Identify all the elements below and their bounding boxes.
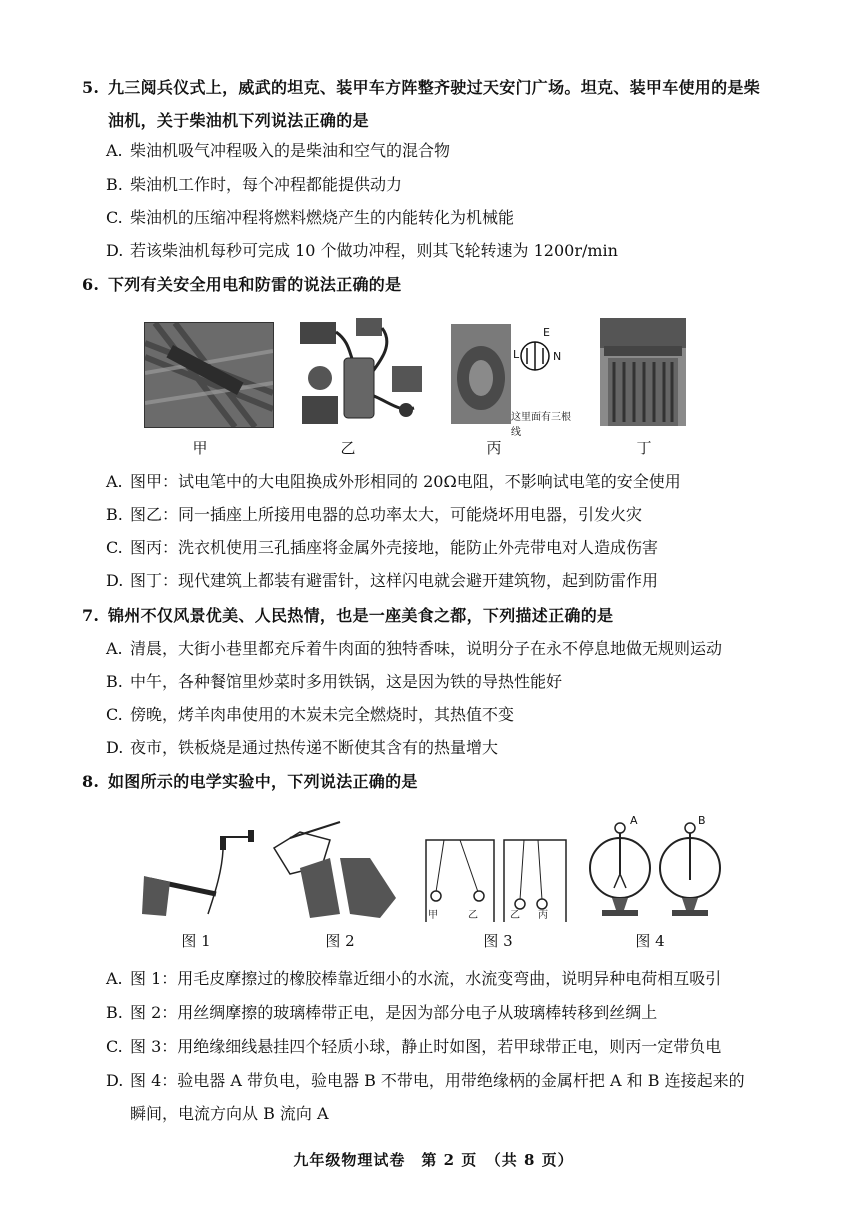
figure-1-rod-water bbox=[140, 820, 260, 920]
q6-option-a: A. 图甲：试电笔中的大电阻换成外形相同的 20Ω电阻，不影响试电笔的安全使用 bbox=[106, 472, 681, 491]
ball-label-jia: 甲 bbox=[428, 910, 438, 921]
q8-option-b: B. 图 2：用丝绸摩擦的玻璃棒带正电，是因为部分电子从玻璃棒转移到丝绸上 bbox=[106, 1003, 658, 1022]
rod-water-image bbox=[140, 820, 260, 920]
ball-label-yi-2: 乙 bbox=[510, 910, 520, 921]
figure-label-2: 图 2 bbox=[325, 932, 355, 950]
fig-bing-caption: 这里面有三根线 bbox=[511, 412, 571, 438]
fig-bing-letter-e: E bbox=[543, 326, 550, 339]
electroscope-label-a: A bbox=[630, 814, 638, 827]
figure-2-glass-rod-silk bbox=[270, 818, 400, 922]
test-pen-image bbox=[145, 323, 273, 427]
question-5-stem: 5. 九三阅兵仪式上，威武的坦克、装甲车方阵整齐驶过天安门广场。坦克、装甲车使用的是柴 bbox=[82, 78, 761, 97]
building-image bbox=[600, 318, 686, 426]
figure-ding-building bbox=[600, 318, 686, 426]
figure-label-bing: 丙 bbox=[486, 439, 502, 457]
q5-option-b: B. 柴油机工作时，每个冲程都能提供动力 bbox=[106, 175, 403, 194]
figure-label-yi: 乙 bbox=[340, 439, 356, 457]
figure-3-suspended-balls bbox=[420, 836, 570, 926]
q5-option-c: C. 柴油机的压缩冲程将燃料燃烧产生的内能转化为机械能 bbox=[106, 208, 515, 227]
electroscopes-image bbox=[584, 818, 734, 924]
q8-option-d-cont: 瞬间，电流方向从 B 流向 A bbox=[130, 1104, 329, 1123]
figure-label-ding: 丁 bbox=[636, 439, 652, 457]
ball-label-yi-1: 乙 bbox=[468, 910, 478, 921]
figure-label-3: 图 3 bbox=[483, 932, 513, 950]
question-6-stem: 6. 下列有关安全用电和防雷的说法正确的是 bbox=[82, 275, 402, 294]
q6-option-c: C. 图丙：洗衣机使用三孔插座将金属外壳接地，能防止外壳带电对人造成伤害 bbox=[106, 538, 659, 557]
q7-option-b: B. 中午，各种餐馆里炒菜时多用铁锅，这是因为铁的导热性能好 bbox=[106, 672, 563, 691]
figure-4-electroscopes bbox=[584, 814, 734, 924]
fig-bing-letter-n: N bbox=[553, 350, 562, 363]
q5-option-a: A. 柴油机吸气冲程吸入的是柴油和空气的混合物 bbox=[106, 141, 451, 160]
figure-label-jia: 甲 bbox=[192, 439, 208, 457]
q7-option-a: A. 清晨，大街小巷里都充斥着牛肉面的独特香味，说明分子在永不停息地做无规则运动 bbox=[106, 639, 723, 658]
q8-option-a: A. 图 1：用毛皮摩擦过的橡胶棒靠近细小的水流，水流变弯曲，说明异种电荷相互吸引 bbox=[106, 969, 722, 988]
fig-bing-letter-l: L bbox=[513, 348, 520, 361]
electroscope-label-b: B bbox=[698, 814, 706, 827]
question-7-stem: 7. 锦州不仅风景优美、人民热情，也是一座美食之都，下列描述正确的是 bbox=[82, 606, 614, 625]
q6-option-b: B. 图乙：同一插座上所接用电器的总功率太大，可能烧坏用电器，引发火灾 bbox=[106, 505, 643, 524]
q6-option-d: D. 图丁：现代建筑上都装有避雷针，这样闪电就会避开建筑物，起到防雷作用 bbox=[106, 571, 659, 590]
question-5-stem-cont: 油机，关于柴油机下列说法正确的是 bbox=[108, 111, 369, 130]
figure-jia-test-pen bbox=[144, 322, 274, 428]
overloaded-socket-image bbox=[296, 316, 431, 428]
figure-label-4: 图 4 bbox=[635, 932, 665, 950]
figure-bing-three-pin-socket bbox=[449, 318, 579, 438]
figure-yi-overloaded-socket bbox=[296, 316, 431, 428]
figure-label-1: 图 1 bbox=[181, 932, 211, 950]
question-8-stem: 8. 如图所示的电学实验中，下列说法正确的是 bbox=[82, 772, 418, 791]
q7-option-d: D. 夜市，铁板烧是通过热传递不断使其含有的热量增大 bbox=[106, 738, 499, 757]
q8-option-d: D. 图 4：验电器 A 带负电，验电器 B 不带电，用带绝缘柄的金属杆把 A 和 B 连接起来的 bbox=[106, 1071, 745, 1090]
q7-option-c: C. 傍晚，烤羊肉串使用的木炭未完全燃烧时，其热值不变 bbox=[106, 705, 515, 724]
q5-option-d: D. 若该柴油机每秒可完成 10 个做功冲程，则其飞轮转速为 1200r/min bbox=[106, 241, 618, 260]
page-footer: 九年级物理试卷 第 2 页 （共 8 页） bbox=[293, 1151, 574, 1169]
glass-rod-silk-image bbox=[270, 818, 400, 922]
q8-option-c: C. 图 3：用绝缘细线悬挂四个轻质小球，静止时如图，若甲球带正电，则丙一定带负电 bbox=[106, 1037, 722, 1056]
ball-label-bing: 丙 bbox=[538, 910, 548, 921]
